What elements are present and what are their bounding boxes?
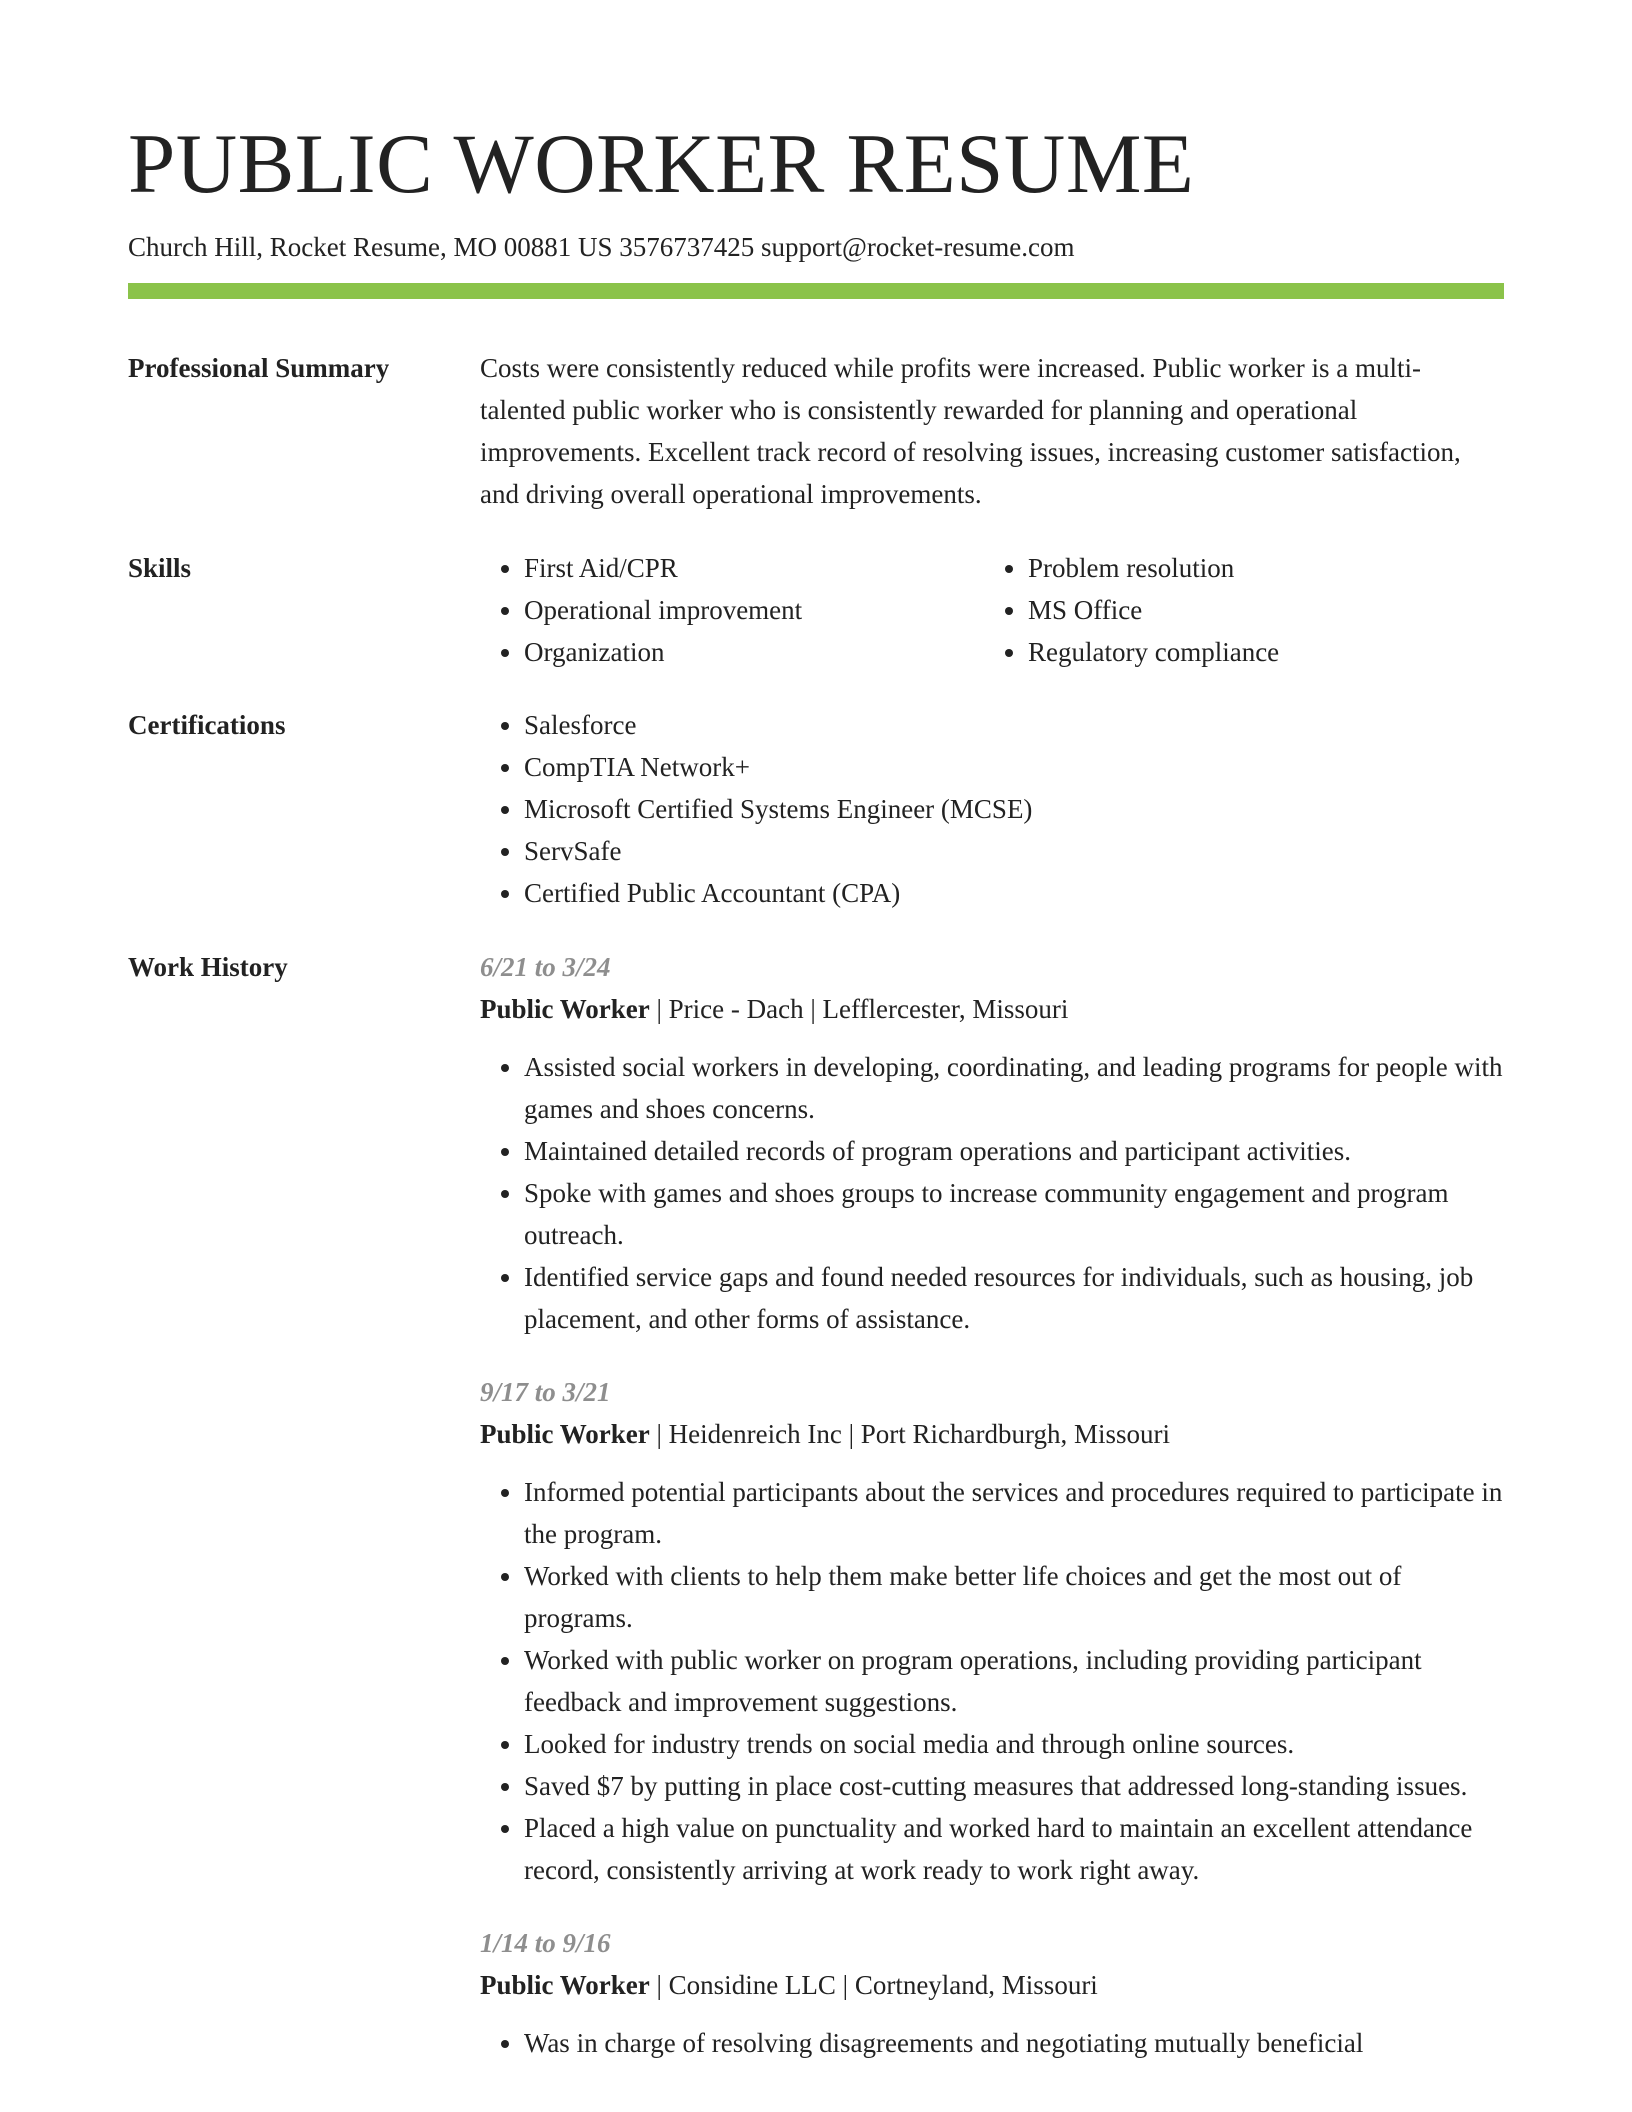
job-entry xyxy=(480,1371,1504,1891)
job-entry xyxy=(480,946,1504,1340)
summary-section xyxy=(128,347,1504,515)
job-dates: 9/17 to 3/21 xyxy=(480,1377,611,1408)
skill-item: • Organization xyxy=(524,631,984,673)
skills-list-left xyxy=(480,547,984,673)
job-details: | Heidenreich Inc | Port Richardburgh, Missouri xyxy=(649,1419,1170,1450)
skill-item: • MS Office xyxy=(1028,589,1488,631)
job-heading xyxy=(480,1413,1504,1455)
header-divider xyxy=(128,283,1504,299)
job-bullet: • Informed potential participants about the services and procedures required to participate in the program. xyxy=(524,1471,1504,1555)
certification-item: • Certified Public Accountant (CPA) xyxy=(524,872,1504,914)
job-heading xyxy=(480,1964,1504,2006)
certifications-list xyxy=(480,704,1504,914)
job-title: Public Worker xyxy=(480,1419,650,1450)
skills-section xyxy=(128,547,1504,673)
job-bullet: • Identified service gaps and found needed resources for individuals, such as housing, job placement, and other forms of assistance. xyxy=(524,1256,1504,1340)
summary-label: Professional Summary xyxy=(128,353,390,384)
job-heading xyxy=(480,988,1504,1030)
job-bullet: • Looked for industry trends on social media and through online sources. xyxy=(524,1723,1504,1765)
job-entry xyxy=(480,1922,1504,2064)
job-bullet: • Assisted social workers in developing, coordinating, and leading programs for people with games and shoes concerns. xyxy=(524,1046,1504,1130)
job-details: | Price - Dach | Lefflercester, Missouri xyxy=(649,994,1069,1025)
job-bullets xyxy=(480,1046,1504,1340)
certification-item: • Salesforce xyxy=(524,704,1504,746)
job-bullet: • Was in charge of resolving disagreements and negotiating mutually beneficial xyxy=(524,2022,1504,2064)
resume-page xyxy=(128,0,1504,2064)
contact-line: Church Hill, Rocket Resume, MO 00881 US 3576737425 support@rocket-resume.com xyxy=(128,232,1075,262)
job-bullet: • Saved $7 by putting in place cost-cutting measures that addressed long-standing issues. xyxy=(524,1765,1504,1807)
work-history-label: Work History xyxy=(128,952,288,983)
job-title: Public Worker xyxy=(480,1970,650,2001)
job-bullet: • Maintained detailed records of program operations and participant activities. xyxy=(524,1130,1504,1172)
job-bullets xyxy=(480,2022,1504,2064)
job-dates: 6/21 to 3/24 xyxy=(480,952,611,983)
certifications-label: Certifications xyxy=(128,710,286,741)
certification-item: • Microsoft Certified Systems Engineer (MCSE) xyxy=(524,788,1504,830)
certification-item: • ServSafe xyxy=(524,830,1504,872)
work-history-section xyxy=(128,946,1504,2064)
job-dates: 1/14 to 9/16 xyxy=(480,1928,611,1959)
skills-label: Skills xyxy=(128,553,192,584)
certifications-section xyxy=(128,704,1504,914)
job-title: Public Worker xyxy=(480,994,650,1025)
skill-item: • Regulatory compliance xyxy=(1028,631,1488,673)
skills-list-right xyxy=(984,547,1488,673)
job-bullet: • Worked with public worker on program operations, including providing participant feedback and improvement suggestions. xyxy=(524,1639,1504,1723)
skill-item: • Problem resolution xyxy=(1028,547,1488,589)
job-bullets xyxy=(480,1471,1504,1891)
job-bullet: • Spoke with games and shoes groups to increase community engagement and program outreach. xyxy=(524,1172,1504,1256)
resume-title: PUBLIC WORKER RESUME xyxy=(128,117,1195,211)
skill-item: • Operational improvement xyxy=(524,589,984,631)
job-bullet: • Placed a high value on punctuality and worked hard to maintain an excellent attendance record, consistently arriving at work ready to work right away. xyxy=(524,1807,1504,1891)
job-details: | Considine LLC | Cortneyland, Missouri xyxy=(649,1970,1098,2001)
skill-item: • First Aid/CPR xyxy=(524,547,984,589)
summary-text: Costs were consistently reduced while profits were increased. Public worker is a multi-talented public worker who is consistently rewarded for planning and operational improvements. Excellent track record of resolving issues, increasing customer satisfaction, and driving overall operational improvements. xyxy=(480,353,1461,510)
certification-item: • CompTIA Network+ xyxy=(524,746,1504,788)
job-bullet: • Worked with clients to help them make better life choices and get the most out of programs. xyxy=(524,1555,1504,1639)
